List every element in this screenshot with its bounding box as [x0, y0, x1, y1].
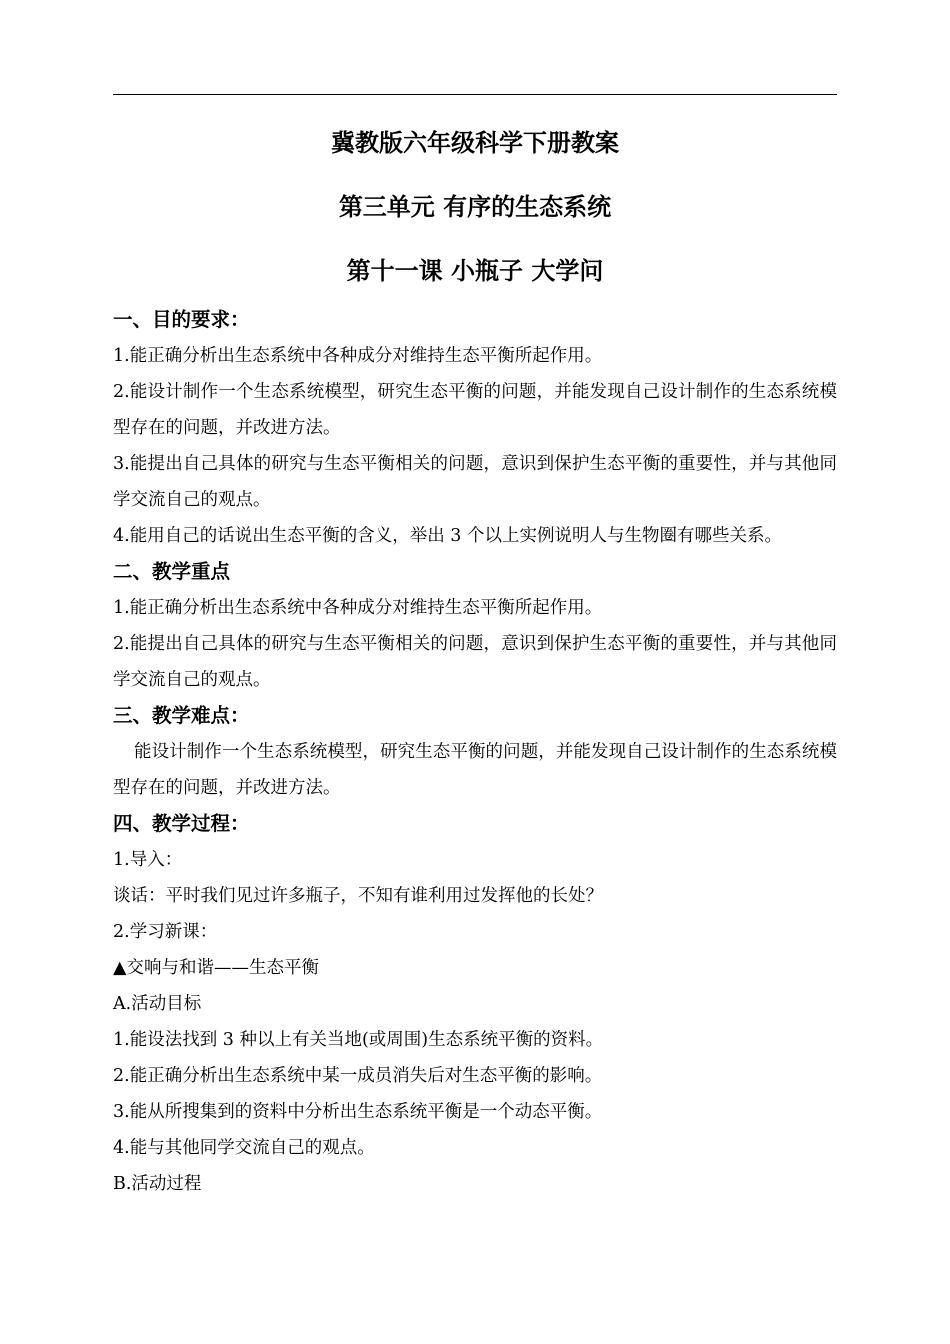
section-heading-process: 四、教学过程：	[113, 812, 250, 835]
unit-title: 第三单元 有序的生态系统	[338, 192, 612, 221]
process-line: 4.能与其他同学交流自己的观点。	[113, 1138, 375, 1158]
document-body	[113, 126, 837, 1202]
goal-item: 4.能用自己的话说出生态平衡的含义，举出 3 个以上实例说明人与生物圈有哪些关系。	[113, 526, 782, 546]
difficulty-text: 能设计制作一个生态系统模型，研究生态平衡的问题，并能发现自己设计制作的生态系统模型存在的问题，并改进方法。	[113, 742, 837, 798]
goal-item: 2.能设计制作一个生态系统模型，研究生态平衡的问题，并能发现自己设计制作的生态系统模型存在的问题，并改进方法。	[113, 382, 837, 438]
key-point-item: 2.能提出自己具体的研究与生态平衡相关的问题，意识到保护生态平衡的重要性，并与其他同学交流自己的观点。	[113, 634, 837, 690]
process-line: ▲交响与和谐——生态平衡	[113, 958, 319, 978]
header-rule	[113, 94, 837, 95]
process-line: 1.能设法找到 3 种以上有关当地(或周围)生态系统平衡的资料。	[113, 1030, 604, 1050]
process-line: 1.导入：	[113, 850, 183, 870]
section-heading-key-points: 二、教学重点	[113, 560, 231, 583]
process-line: 2.能正确分析出生态系统中某一成员消失后对生态平衡的影响。	[113, 1066, 603, 1086]
section-heading-difficulties: 三、教学难点：	[113, 704, 250, 727]
process-line: 2.学习新课：	[113, 922, 218, 942]
process-line: A.活动目标	[113, 994, 202, 1014]
document-title: 冀教版六年级科学下册教案	[331, 128, 619, 157]
key-point-item: 1.能正确分析出生态系统中各种成分对维持生态平衡所起作用。	[113, 598, 603, 618]
section-heading-goals: 一、目的要求：	[113, 308, 250, 331]
lesson-title: 第十一课 小瓶子 大学问	[346, 256, 604, 285]
process-line: 谈话：平时我们见过许多瓶子，不知有谁利用过发挥他的长处？	[113, 886, 603, 906]
process-line: B.活动过程	[113, 1174, 202, 1194]
process-line: 3.能从所搜集到的资料中分析出生态系统平衡是一个动态平衡。	[113, 1102, 603, 1122]
goal-item: 1.能正确分析出生态系统中各种成分对维持生态平衡所起作用。	[113, 346, 603, 366]
goal-item: 3.能提出自己具体的研究与生态平衡相关的问题，意识到保护生态平衡的重要性，并与其他同学交流自己的观点。	[113, 454, 837, 510]
